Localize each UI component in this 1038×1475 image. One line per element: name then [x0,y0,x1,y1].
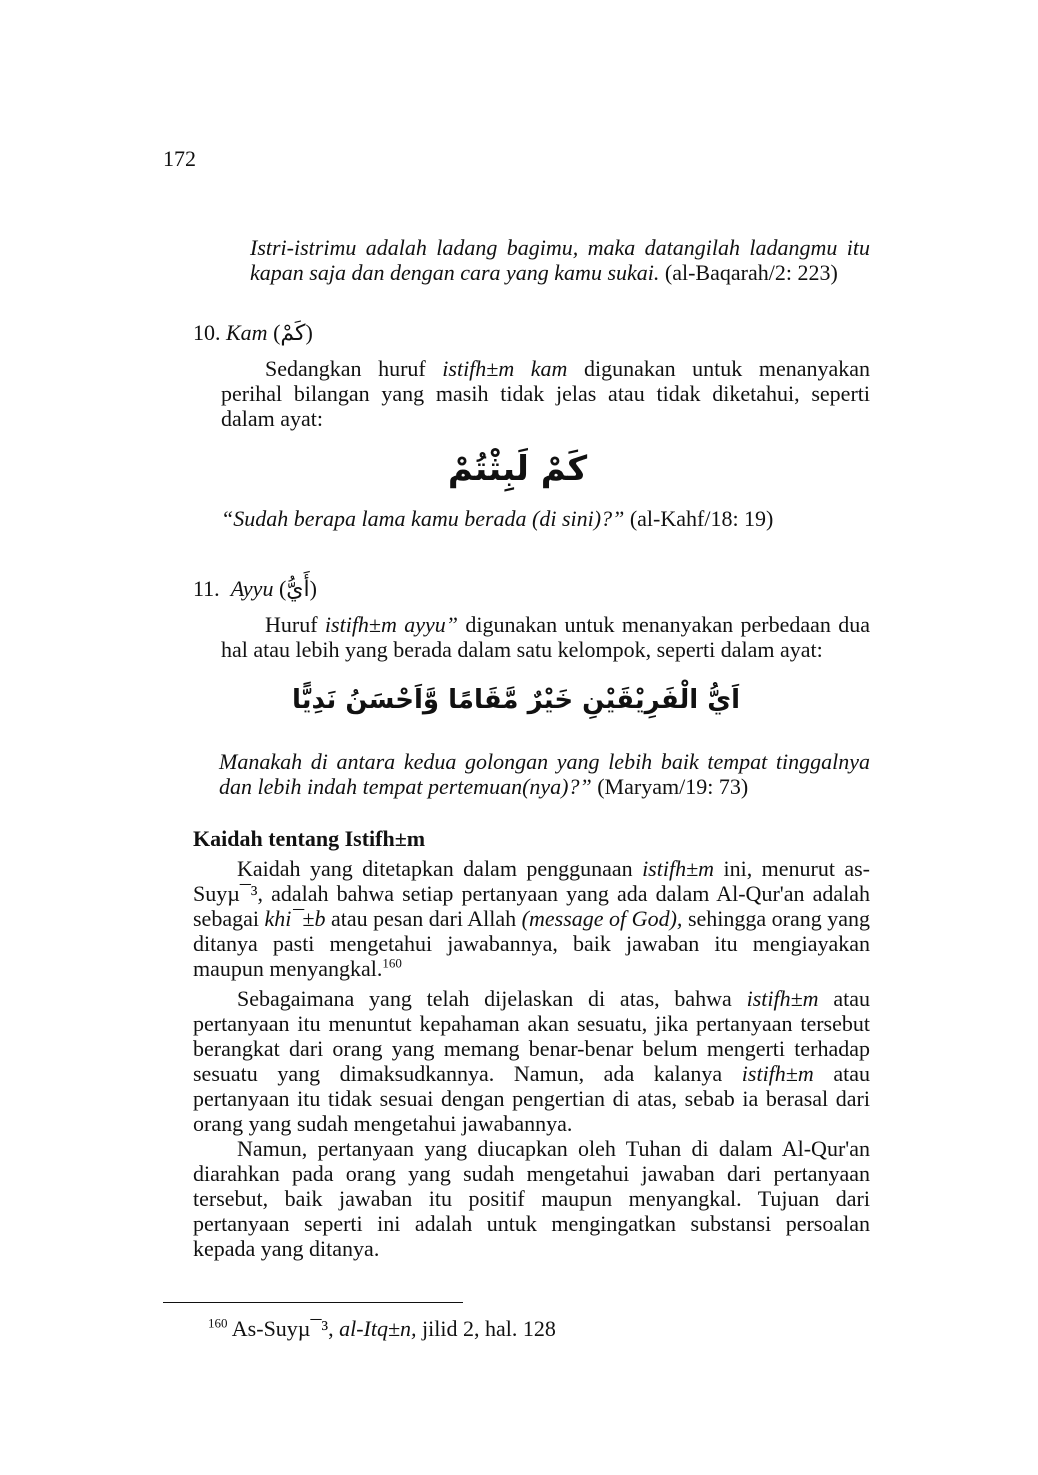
item-11-paragraph [221,612,870,662]
footnote-number: 160 [208,1315,228,1331]
item-10-text-after: digunakan untuk menanyakan perihal bilangan yang masih tidak jelas atau tidak diketahui, seperti dalam ayat: [221,356,871,431]
p2-text-c: atau pertanyaan itu menuntut kepahaman akan sesuatu, jika pertanyaan tersebut berangkat dari orang yang memang benar-benar belum mengerti terhadap sesuatu yang dimaksudkannya. Namun, ada kalanya [193,986,870,1086]
item-10-paragraph [221,356,870,431]
footnote-location: jilid 2, hal. 128 [422,1316,556,1341]
footnote-ref-160[interactable]: 160 [382,955,402,971]
p1-text-a: Kaidah yang ditetapkan dalam penggunaan [237,856,633,881]
p1-italic-istifham: istifh±m [642,856,715,881]
item-11-term: Ayyu [230,576,274,601]
p1-italic-khitab: khi¯±b [264,906,326,931]
translation-al-kahf-italic: “Sudah berapa lama kamu berada (di sini)?” [221,506,625,531]
footnote-author: As-Suyµ¯³, [231,1316,334,1341]
quote-italic-text: Istri-istrimu adalah ladang bagimu, maka datangilah ladangmu itu kapan saja dan dengan cara yang kamu sukai. [250,235,870,285]
p2-text-e: atau pertanyaan itu tidak sesuai dengan pengertian di atas, sebab ia berasal dari orang yang sudah mengetahui jawabannya. [193,1061,870,1136]
section-heading: Kaidah tentang Istifh±m [193,826,426,851]
p2-italic-istifham-1: istifh±m [746,986,819,1011]
footnote-title: al-Itq±n, [339,1316,417,1341]
quote-al-baqarah [250,235,870,285]
quote-reference: (al-Baqarah/2: 223) [664,260,838,285]
translation-maryam-ref: (Maryam/19: 73) [597,774,749,799]
footnote-160 [208,1316,556,1341]
p1-text-g: sehingga orang yang ditanya pasti mengetahui jawabannya, baik jawaban itu mengiayakan maupun menyangkal. [193,906,871,981]
item-11-text-after: digunakan untuk menanyakan perbedaan dua hal atau lebih yang berada dalam satu kelompok, seperti dalam ayat: [221,612,870,662]
item-11-text-italic: istifh±m ayyu” [324,612,459,637]
item-10-heading: 10. Kam (كَمْ) [193,320,313,346]
p1-text-c: ini, menurut as-Suyµ¯³, adalah bahwa setiap pertanyaan yang ada dalam Al-Qur'an adalah sebagai [193,856,870,931]
section-paragraph-2 [193,986,870,1136]
section-paragraph-3: Namun, pertanyaan yang diucapkan oleh Tuhan di dalam Al-Qur'an diarahkan pada orang yang sudah mengetahui jawaban dari pertanyaan tersebut, baik jawaban itu positif maupun menyangkal. Tujuan dari pertanyaan seperti ini adalah untuk mengingatkan substansi persoalan kepada yang ditanya. [193,1136,870,1261]
item-10-text-before: Sedangkan huruf [265,356,426,381]
p1-italic-message: (message of God), [521,906,683,931]
item-10-term: Kam [226,320,268,345]
p2-italic-istifham-2: istifh±m [741,1061,814,1086]
item-11-number: 11. [193,576,220,601]
ayah-al-kahf: كَمْ لَبِثْتُمْ [447,449,588,489]
page-number: 172 [163,146,196,171]
footnote-separator [163,1302,463,1303]
item-10-text-italic: istifh±m kam [442,356,568,381]
item-11-arabic: أَيُّ [286,577,310,602]
section-paragraph-1 [193,856,870,981]
translation-al-kahf-ref: (al-Kahf/18: 19) [629,506,774,531]
p1-text-e: atau pesan dari Allah [330,906,517,931]
ayah-maryam: اَيُّ الْفَرِيْقَيْنِ خَيْرٌ مَّقَامًا وَّاَحْسَنُ نَدِيًّا [292,685,740,715]
item-11-text-before: Huruf [265,612,318,637]
translation-maryam-italic: Manakah di antara kedua golongan yang lebih baik tempat tinggalnya dan lebih indah tempat pertemuan(nya)?” [219,749,870,799]
item-10-number: 10. [193,320,221,345]
translation-maryam [219,749,870,799]
item-11-heading: 11. Ayyu (أَيُّ) [193,576,317,602]
translation-al-kahf [221,506,870,531]
item-10-arabic: كَمْ [280,321,306,346]
p2-text-a: Sebagaimana yang telah dijelaskan di atas, bahwa [237,986,732,1011]
